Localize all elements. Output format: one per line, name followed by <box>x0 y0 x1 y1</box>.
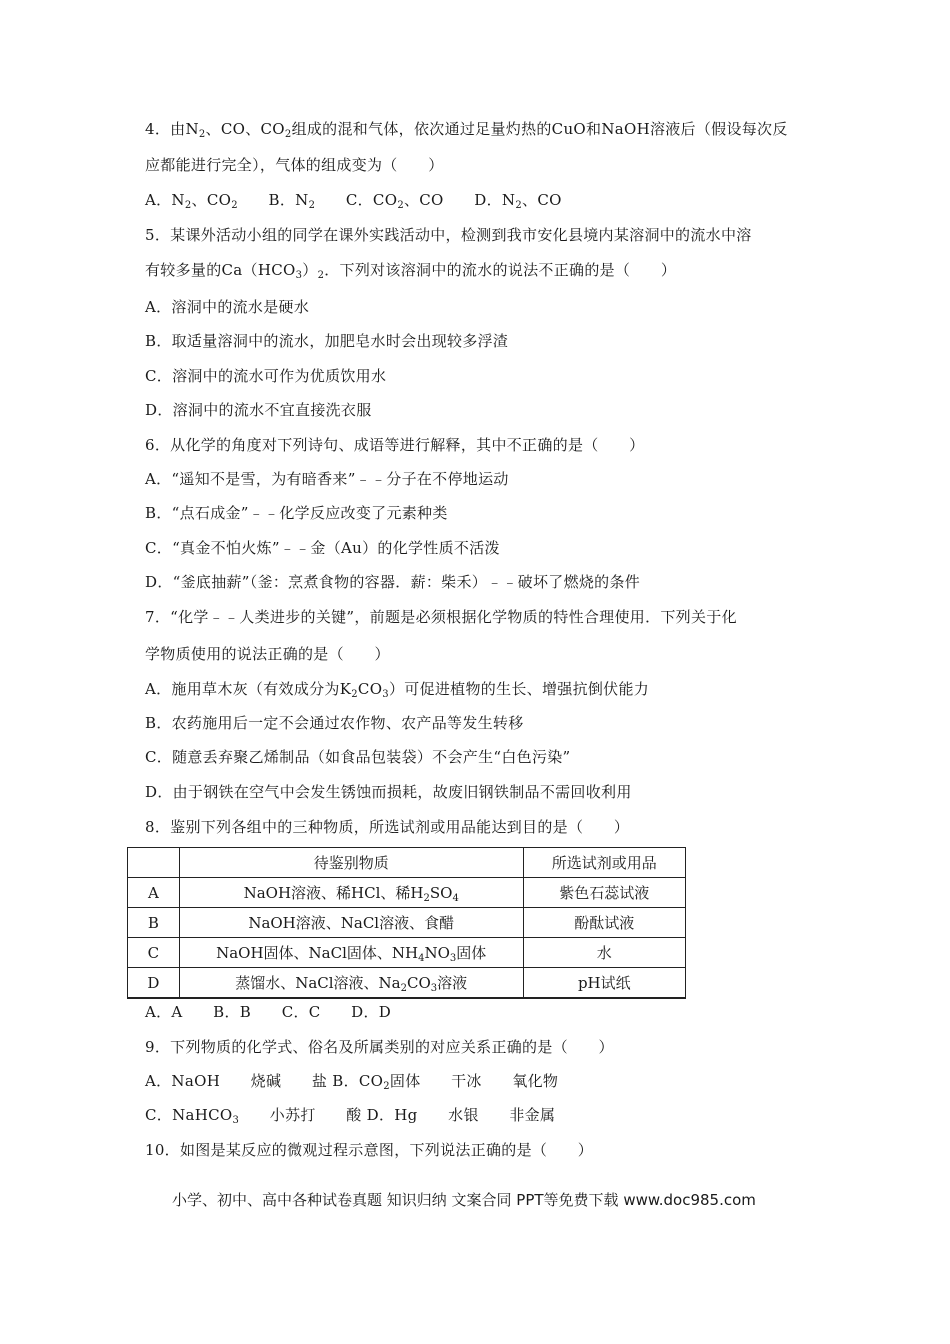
q9-options-line2: C．NaHCO$_3$ 小苏打 酸 D．Hg 水银 非金属 <box>145 1106 556 1126</box>
q6-option-d: D．“釜底抽薪”（釜：烹煮食物的容器．薪：柴禾）﹣﹣破坏了燃烧的条件 <box>145 573 641 591</box>
q7-option-d: D．由于钢铁在空气中会发生锈蚀而损耗，故废旧钢铁制品不需回收利用 <box>145 783 632 801</box>
q10-stem: 10．如图是某反应的微观过程示意图，下列说法正确的是（ ） <box>145 1141 594 1159</box>
q7-option-b: B．农药施用后一定不会通过农作物、农产品等发生转移 <box>145 714 524 732</box>
q8-answers: A．A B．B C．C D．D <box>145 1003 392 1021</box>
table-row <box>128 968 686 999</box>
row-reagent: 紫色石蕊试液 <box>523 878 685 908</box>
q7-option-c: C．随意丢弃聚乙烯制品（如食品包装袋）不会产生“白色污染” <box>145 748 571 766</box>
q5-stem-line2: 有较多量的$Ca(HCO_3)_2$．下列对该溶洞中的流水的说法不正确的是（ ） <box>145 261 677 281</box>
row-reagent: 酚酞试液 <box>523 908 685 938</box>
q8-stem: 8．鉴别下列各组中的三种物质，所选试剂或用品能达到目的是（ ） <box>145 818 630 836</box>
row-reagent: 水 <box>523 938 685 968</box>
q6-stem: 6．从化学的角度对下列诗句、成语等进行解释，其中不正确的是（ ） <box>145 436 645 454</box>
table-row <box>128 878 686 908</box>
table-header-cell <box>128 848 180 878</box>
row-substances: 蒸馏水、NaCl溶液、$Na_2CO_3$溶液 <box>179 968 523 999</box>
table-row <box>128 908 686 938</box>
q7-option-a: A．施用草木灰（有效成分为$K_2CO_3$）可促进植物的生长、增强抗倒伏能力 <box>145 680 650 700</box>
q4-options: A．$N_2$、$CO_2$ B．$N_2$ C．$CO_2$、CO D．$N_2$、CO <box>145 191 562 211</box>
q9-options-line1: A．NaOH 烧碱 盐 B．$CO_2$固体 干冰 氧化物 <box>145 1072 559 1092</box>
q6-option-c: C．“真金不怕火炼”﹣﹣金（Au）的化学性质不活泼 <box>145 539 500 557</box>
page-footer: 小学、初中、高中各种试卷真题 知识归纳 文案合同 PPT等免费下载 www.doc985.com <box>172 1191 756 1209</box>
table-header-cell: 待鉴别物质 <box>179 848 523 878</box>
row-substances: NaOH溶液、稀HCl、稀$H_2SO_4$ <box>179 878 523 908</box>
q7-stem-line2: 学物质使用的说法正确的是（ ） <box>145 645 390 663</box>
table-header-row <box>128 848 686 878</box>
table-row <box>128 938 686 968</box>
row-key: B <box>128 908 180 938</box>
row-substances: NaOH固体、NaCl固体、$NH_4NO_3$固体 <box>179 938 523 968</box>
row-substances: NaOH溶液、NaCl溶液、食醋 <box>179 908 523 938</box>
q5-option-b: B．取适量溶洞中的流水，加肥皂水时会出现较多浮渣 <box>145 332 509 350</box>
q7-stem-line1: 7．“化学﹣﹣人类进步的关键”，前题是必须根据化学物质的特性合理使用．下列关于化 <box>145 608 737 626</box>
q5-option-c: C．溶洞中的流水可作为优质饮用水 <box>145 367 387 385</box>
row-key: D <box>128 968 180 999</box>
row-key: C <box>128 938 180 968</box>
q8-table <box>127 847 686 999</box>
q5-option-d: D．溶洞中的流水不宜直接洗衣服 <box>145 401 372 419</box>
table-header-cell: 所选试剂或用品 <box>523 848 685 878</box>
q5-stem-line1: 5．某课外活动小组的同学在课外实践活动中，检测到我市安化县境内某溶洞中的流水中溶 <box>145 226 752 244</box>
q5-option-a: A．溶洞中的流水是硬水 <box>145 298 310 316</box>
q6-option-a: A．“遥知不是雪，为有暗香来”﹣﹣分子在不停地运动 <box>145 470 509 488</box>
q4-stem-line2: 应都能进行完全），气体的组成变为（ ） <box>145 156 444 174</box>
q6-option-b: B．“点石成金”﹣﹣化学反应改变了元素种类 <box>145 504 448 522</box>
row-reagent: pH试纸 <box>523 968 685 999</box>
row-key: A <box>128 878 180 908</box>
q4-stem-line1: 4．由$N_2$、CO、$CO_2$组成的混和气体，依次通过足量灼热的CuO和NaOH溶液后（假设每次反 <box>145 120 788 140</box>
q9-stem: 9．下列物质的化学式、俗名及所属类别的对应关系正确的是（ ） <box>145 1038 614 1056</box>
